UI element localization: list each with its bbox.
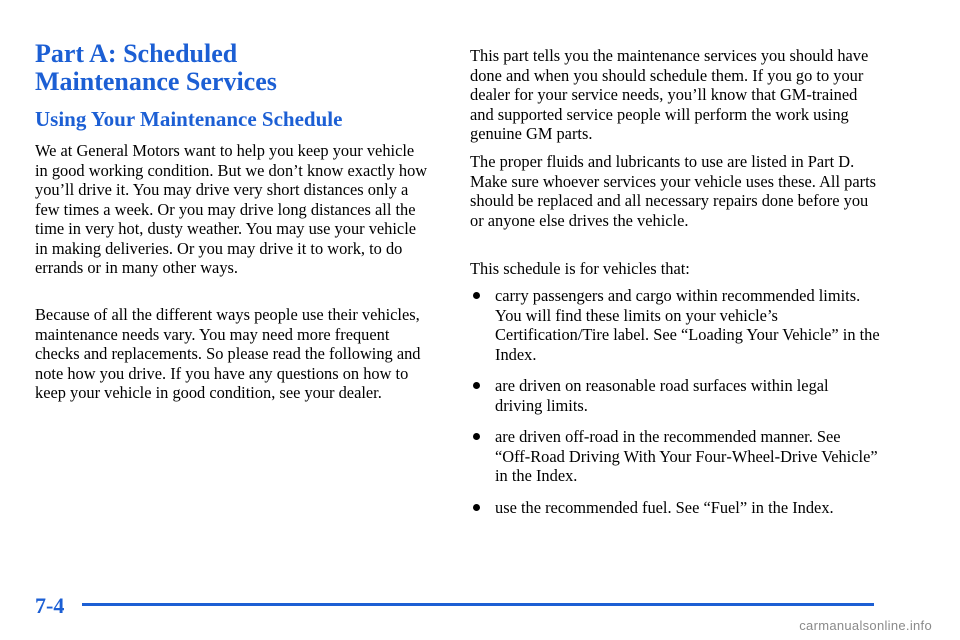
bullet-icon — [473, 433, 480, 440]
paragraph-maintenance-needs: Because of all the different ways people use their vehicles, maintenance needs vary. You may need more frequent checks and replacements. So please read the following and note how you drive. If you have any questions on how to keep your vehicle in good condition, see your dealer. — [35, 305, 421, 402]
footer-rule — [82, 603, 874, 606]
bullet-icon — [473, 504, 480, 511]
page-title — [35, 40, 277, 96]
list-item: use the recommended fuel. See “Fuel” in the Index. — [470, 498, 880, 518]
vehicle-conditions-list — [470, 286, 880, 529]
list-item: are driven on reasonable road surfaces within legal driving limits. — [470, 376, 880, 415]
list-item: are driven off‑road in the recommended manner. See “Off‑Road Driving With Your Four‑Wheel‑Drive Vehicle” in the Index. — [470, 427, 880, 486]
bullet-icon — [473, 382, 480, 389]
list-item: carry passengers and cargo within recommended limits. You will find these limits on your vehicle’s Certification/Tire label. See “Loading Your Vehicle” in the Index. — [470, 286, 880, 364]
bullet-icon — [473, 292, 480, 299]
title-line-1: Part A: Scheduled — [35, 39, 238, 68]
watermark: carmanualsonline.info — [799, 618, 932, 633]
section-subtitle: Using Your Maintenance Schedule — [35, 107, 343, 131]
title-line-2: Maintenance Services — [35, 67, 277, 96]
page-number: 7-4 — [35, 593, 65, 618]
paragraph-fluids: The proper fluids and lubricants to use are listed in Part D. Make sure whoever services your vehicle uses these. All parts should be replaced and all necessary repairs done before you or anyone else drives the vehicle. — [470, 152, 876, 230]
paragraph-schedule-intro: This schedule is for vehicles that: — [470, 259, 690, 278]
paragraph-part-overview: This part tells you the maintenance services you should have done and when you should schedule them. If you go to your dealer for your service needs, you’ll know that GM‑trained and supported service people will perform the work using genuine GM parts. — [470, 46, 869, 143]
paragraph-intro: We at General Motors want to help you keep your vehicle in good working condition. But we don’t know exactly how you’ll drive it. You may drive very short distances only a few times a week. Or you may drive long distances all the time in very hot, dusty weather. You may use your vehicle in making deliveries. Or you may drive it to work, to do errands or in many other ways. — [35, 141, 428, 277]
